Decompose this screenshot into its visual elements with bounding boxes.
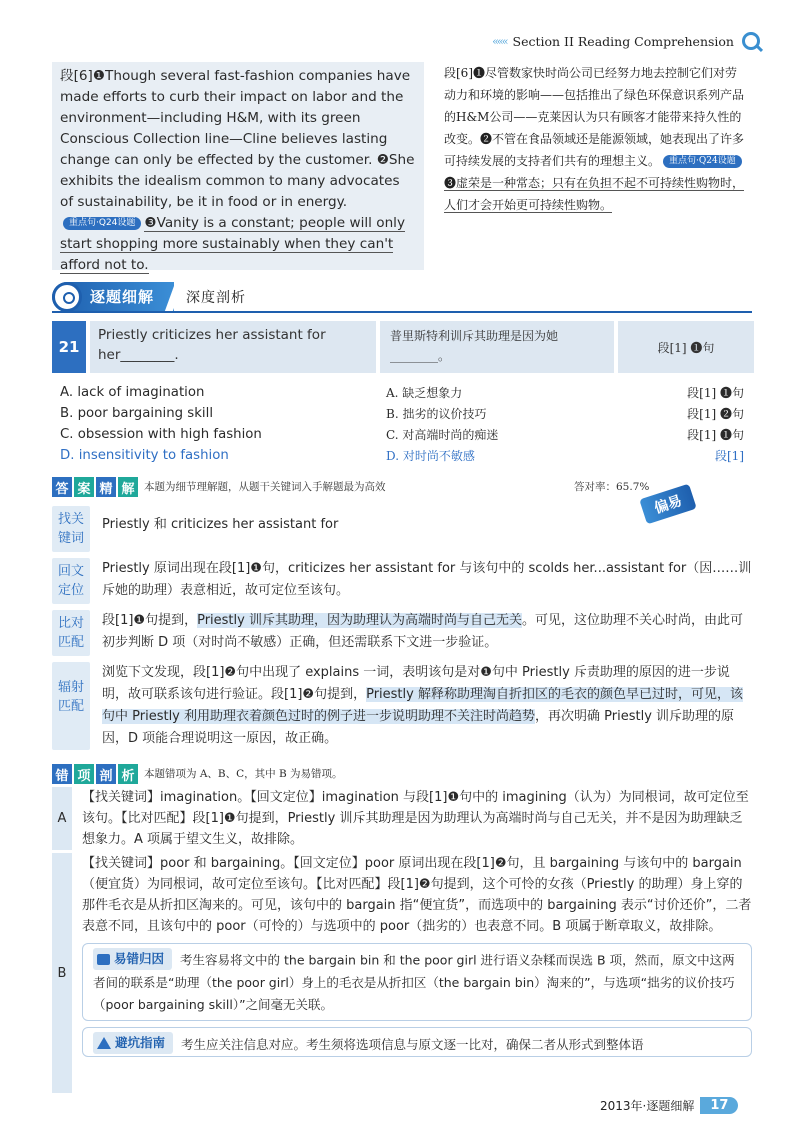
answer-tile: 精 (96, 477, 116, 497)
answer-tile: 解 (118, 477, 138, 497)
answer-description: 本题为细节理解题，从题干关键词入手解题最为高效 (144, 481, 386, 493)
question-number: 21 (52, 321, 86, 373)
option-ref: 段[1] ❶句 (687, 428, 744, 442)
passage-en-text: 段[6]❶Though several fast-fashion companies have made efforts to curb their impact on labor and the environment—including H&M, with its green Conscious Collection line—Cline believes lasting change can only be effected by the customer. ❷She exhibits the idealism common to many advocates of sustainability, be it in food or in energy. (60, 68, 415, 210)
step-text (90, 610, 752, 656)
tip-text: 考生应关注信息对应。考生须将选项信息与原文逐一比对，确保二者从形式到整体语 (181, 1036, 644, 1052)
tip-label-text: 避坑指南 (115, 1034, 166, 1050)
section-underline (52, 311, 752, 313)
wrong-tile: 析 (118, 764, 138, 784)
error-cause-box (82, 943, 752, 1021)
section-title-text: 逐题细解 (90, 288, 155, 306)
wrong-option-b (52, 853, 752, 1093)
options-list (60, 382, 750, 466)
option-en: C. obsession with high fashion (60, 427, 262, 442)
wrong-option-a (52, 787, 752, 850)
passage-chinese (444, 62, 748, 216)
step-label: 回文定位 (52, 558, 90, 604)
wrong-tile: 项 (74, 764, 94, 784)
wrong-text: 【找关键词】imagination。【回文定位】imagination 与段[1]❶句中的 imagining（认为）为同根词，故可定位至该句。【比对匹配】段[1]❶句提到，Priestly 训斥其助理是因为助理认为高端时尚与自己无关，并不是因为助理缺乏想象力。A 项属于望文生义，故排除。 (82, 790, 749, 847)
book-icon (97, 954, 110, 965)
option-en: D. insensitivity to fashion (60, 448, 229, 463)
option-ref: 段[1] ❷句 (687, 407, 744, 421)
option-ref: 段[1] ❶句 (687, 386, 744, 400)
step-text: Priestly 原词出现在段[1]❶句，criticizes her assistant for 与该句中的 scolds her...assistant for（因……训斥她的助理）表意相近，故可定位至该句。 (102, 561, 752, 598)
avoid-pitfall-label (93, 1032, 173, 1054)
difficulty-label: 偏易 (639, 484, 696, 525)
step-text-pre: 段[1]❶句提到， (102, 613, 198, 628)
option-a (60, 382, 750, 403)
answer-tile: 答 (52, 477, 72, 497)
step-text-post: ，再次明确 Priestly 训斥助理的原因，D 项能合理说明这一原因，故正确。 (102, 709, 735, 746)
step-text (90, 662, 752, 750)
option-c (60, 424, 750, 445)
step-locate (52, 558, 752, 604)
question-row (52, 321, 754, 373)
option-en: A. lack of imagination (60, 385, 205, 400)
wrong-tile: 错 (52, 764, 72, 784)
magnifier-icon (742, 32, 760, 50)
key-sentence-tag: 重点句·Q24设题 (63, 217, 141, 230)
passage-en-underlined: ❸Vanity is a constant; people will only start shopping more sustainably when they can't afford not to. (60, 215, 406, 273)
tip-label-text: 易错归因 (114, 951, 165, 966)
option-cn: D. 对时尚不敏感 (386, 449, 475, 463)
search-icon (52, 282, 82, 312)
step-match (52, 610, 752, 656)
running-header (492, 32, 760, 50)
section-heading (52, 282, 752, 312)
step-label: 比对匹配 (52, 610, 90, 656)
option-cn: C. 对高端时尚的痴迷 (386, 428, 499, 442)
wrong-tile: 剖 (96, 764, 116, 784)
avoid-pitfall-box (82, 1027, 752, 1057)
key-sentence-tag-cn: 重点句·Q24设题 (663, 155, 742, 168)
step-label: 辐射匹配 (52, 662, 90, 750)
solution-steps (52, 506, 752, 756)
wrong-label: A (52, 787, 72, 850)
wrong-description: 本题错项为 A、B、C，其中 B 为易错项。 (144, 768, 343, 780)
arrows-icon: ‹‹‹‹‹‹ (492, 34, 507, 48)
passage-cn-text: 段[6]❶尽管数家快时尚公司已经努力地去控制它们对劳动力和环境的影响——包括推出了绿色环保意识系列产品的H&M公司——克莱因认为只有顾客才能带来持久性的改变。❷不管在食品领域还是能源领域，她表现出了许多可持续发展的支持者们共有的理想主义。 (444, 66, 745, 168)
step-text-pre: 浏览下文发现，段[1]❷句中出现了 explains 一词，表明该句是对❶句中 Priestly 斥责助理的原因的进一步说明，故可联系该句进行验证。段[1]❷句提到， (102, 665, 730, 702)
wrong-text: 【找关键词】poor 和 bargaining。【回文定位】poor 原词出现在段[1]❷句，且 bargaining 与该句中的 bargain（便宜货）为同根词，故可定位至该句。【比对匹配】段[1]❷句提到，这个可怜的女孩（Priestly 的助理）身上穿的那件毛衣是从折扣区淘来的。可见，该句中的 bargain 指“便宜货”，而选项中的 bargaining 表示“讨价还价”，二者表意不同，且该句中的 poor（可怜的）与选项中的 poor（拙劣的）也表意不同。B 项属于断章取义，故排除。 (82, 856, 752, 934)
section-subtitle: 深度剖析 (186, 290, 246, 306)
passage-cn-underlined: ❸虚荣是一种常态；只有在负担不起不可持续性购物时，人们才会开始更可持续性购物。 (444, 176, 745, 212)
passage-english (52, 62, 424, 273)
wrong-options-bar (52, 764, 752, 784)
step-text-post: 。可见，这位助理不关心时尚，由此可初步判断 D 项（对时尚不敏感）正确，但还需联系下文进一步验证。 (102, 613, 743, 650)
option-b (60, 403, 750, 424)
step-highlight: Priestly 解释称助理淘自折扣区的毛衣的颜色早已过时，可见，该句中 Priestly 利用助理衣着颜色过时的例子进一步说明助理不关注时尚趋势 (102, 687, 743, 724)
section-title: Section II Reading Comprehension (512, 33, 734, 49)
question-reference: 段[1] ❶句 (618, 321, 754, 373)
option-en: B. poor bargaining skill (60, 406, 214, 421)
wrong-label: B (52, 853, 72, 1093)
option-cn: A. 缺乏想象力 (386, 386, 463, 400)
option-cn: B. 拙劣的议价技巧 (386, 407, 487, 421)
page-number: 17 (700, 1097, 738, 1114)
page-footer (600, 1097, 738, 1114)
answer-tile: 案 (74, 477, 94, 497)
step-keyword (52, 506, 752, 552)
step-text: Priestly 和 criticizes her assistant for (102, 517, 339, 532)
warning-icon (97, 1037, 111, 1049)
question-english: Priestly criticizes her assistant for her________. (90, 321, 376, 373)
question-chinese: 普里斯特利训斥其助理是因为她________。 (380, 321, 614, 373)
footer-label: 2013年·逐题细解 (600, 1099, 695, 1113)
step-label: 找关键词 (52, 506, 90, 552)
accuracy-rate: 答对率：65.7% (574, 481, 650, 493)
option-ref: 段[1] (715, 449, 744, 463)
option-d-correct (60, 445, 750, 466)
step-highlight: Priestly 训斥其助理，因为助理认为高端时尚与自己无关 (197, 613, 522, 628)
step-extend (52, 662, 752, 750)
tip-text: 考生容易将文中的 the bargain bin 和 the poor girl 进行语义杂糅而误选 B 项，然而，原文中这两者间的联系是“助理（the poor girl）身上的毛衣是从折扣区（the bargain bin）淘来的”，与选项“拙劣的议价技巧（poor bargaining skill）”之间毫无关联。 (93, 952, 735, 1012)
error-cause-label (93, 948, 172, 970)
